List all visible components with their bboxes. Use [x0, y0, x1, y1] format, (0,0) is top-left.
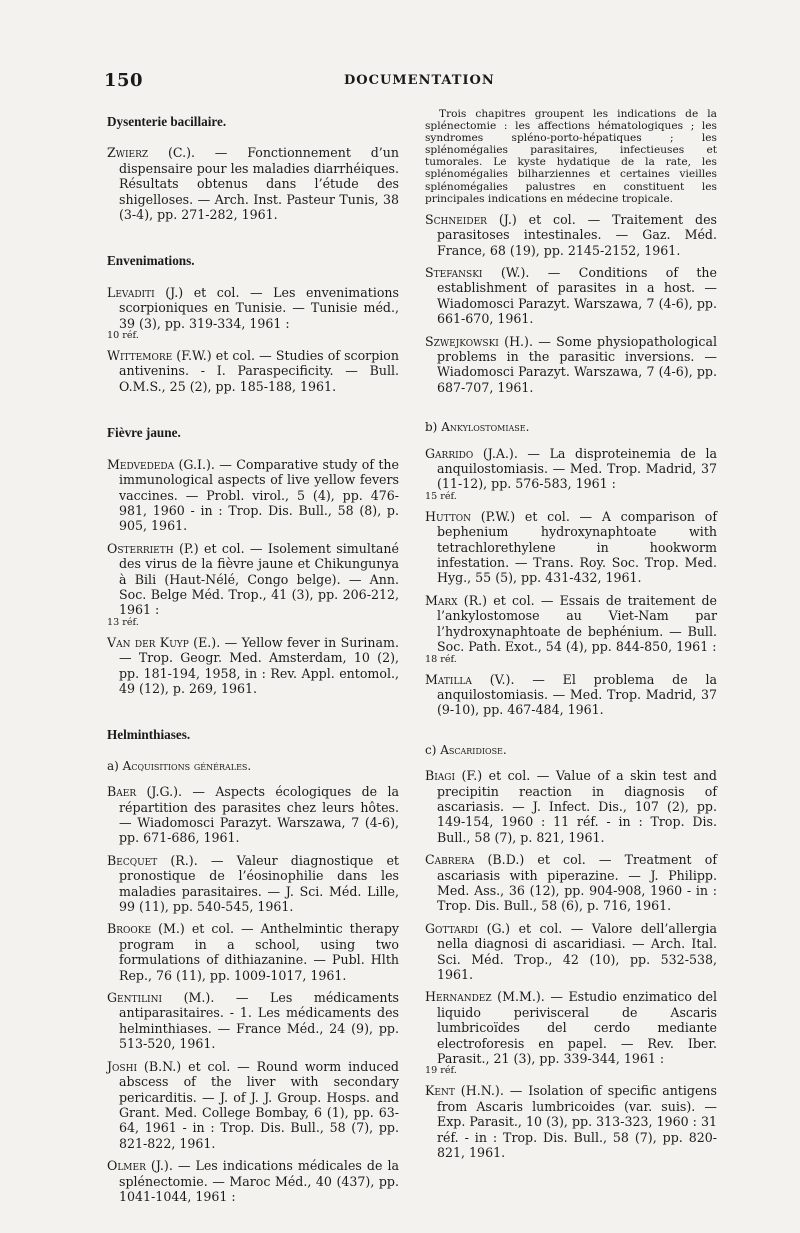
ref-count: 10 réf.	[107, 330, 139, 342]
subsection-label: Ascaridiose.	[440, 742, 507, 757]
subsection-title	[425, 420, 717, 435]
entry-author: Schneider	[425, 211, 487, 227]
left-column	[107, 108, 399, 1211]
entry-author: Joshi	[107, 1058, 137, 1074]
ref-count: 19 réf.	[425, 1065, 457, 1077]
subsection-label: Ankylostomiase.	[441, 420, 530, 435]
entry-author: Hernandez	[425, 989, 492, 1005]
entry-author: Cabrera	[425, 852, 475, 868]
entry-text: (M.) et col. — Anthelmintic therapy program in a school, using two formulations of dithiazanine. — Publ. Hlth Rep., 76 (11), pp. 1009-1017, 1961.	[119, 921, 399, 983]
bib-entry	[107, 145, 399, 222]
bib-entry	[107, 348, 399, 394]
entry-author: Marx	[425, 592, 458, 608]
right-column	[425, 108, 717, 1167]
entry-author: Osterrieth	[107, 540, 174, 556]
subsection-title	[107, 759, 399, 774]
entry-author: Zwierz	[107, 145, 149, 161]
entry-author: Wittemore	[107, 348, 173, 364]
entry-author: Levaditi	[107, 284, 155, 300]
entry-author: Medvededa	[107, 456, 175, 472]
entry-author: Hutton	[425, 508, 471, 524]
entry-author: Matilla	[425, 671, 472, 687]
entry-text: (W.). — Conditions of the establishment of parasites in a host. — Wiadomosci Parazyt. Warszawa, 7 (4-6), pp. 661-670, 1961.	[437, 264, 717, 327]
bib-entry	[425, 509, 717, 586]
entry-author: Biagi	[425, 768, 456, 784]
bib-entry	[425, 334, 717, 396]
section-title-fievre: Fièvre jaune.	[107, 425, 181, 441]
entry-author: Garrido	[425, 445, 474, 461]
entry-author: Kent	[425, 1083, 455, 1099]
entry-text: (B.N.) et col. — Round worm induced abscess of the liver with secondary pericarditis. — J. of J. J. Group. Hosps. and Grant. Med. College Bombay, 6 (1), pp. 63-64, 1961 - in : Trop. Dis. Bull., 58 (7), pp. 821-822, 1961.	[119, 1058, 399, 1151]
entry-text: (H.). — Some physiopathological problems in the parasitic inversions. — Wiadomosci Parazyt. Warszawa, 7 (4-6), pp. 687-707, 1961.	[437, 333, 717, 395]
entry-text: (P.W.) et col. — A comparison of bephenium hydroxynaphtoate with tetrachlorethylene in hookworm infestation. — Trans. Roy. Soc. Trop. Med. Hyg., 55 (5), pp. 431-432, 1961.	[437, 508, 717, 586]
bib-entry	[425, 672, 717, 718]
entry-author: Brooke	[107, 921, 152, 937]
entry-text: (E.). — Yellow fever in Surinam. — Trop. Geogr. Med. Amsterdam, 10 (2), pp. 181-194, 1958, in : Rev. Appl. entomol., 49 (12), p. 269, 1961.	[119, 634, 400, 696]
entry-author: Gottardi	[425, 920, 479, 936]
subsection-letter: a)	[107, 758, 123, 773]
bib-entry	[107, 1059, 399, 1151]
bib-entry	[107, 990, 399, 1052]
entry-text: (C.). — Fonctionnement d’un dispensaire pour les maladies diarrhéiques. Résultats obtenus dans l’étude des shigelloses. — Arch. Inst. Pasteur Tunis, 38 (3-4), pp. 271-282, 1961.	[119, 145, 399, 223]
bib-entry	[425, 446, 717, 502]
subsection-label: Acquisitions générales.	[122, 758, 252, 773]
entry-text: (R.) et col. — Essais de traitement de l’ankylostomose au Viet-Nam par l’hydroxynaphtoate de bephénium. — Bull. Soc. Path. Exot., 54 (4), pp. 844-850, 1961 :	[437, 592, 717, 655]
entry-text: (R.). — Valeur diagnostique et pronostique de l’éosinophilie dans les maladies parasitaires. — J. Sci. Méd. Lille, 99 (11), pp. 540-545, 1961.	[119, 852, 399, 915]
running-head: DOCUMENTATION	[344, 73, 495, 88]
entry-author: Van der Kuyp	[107, 634, 189, 650]
entry-author: Szwejkowski	[425, 333, 499, 349]
entry-text: (M.M.). — Estudio enzimatico del liquido perivisceral de Ascaris lumbricoïdes del cerdo mediante electroforesis en papel. — Rev. Iber. Parasit., 21 (3), pp. 339-344, 1961 :	[437, 989, 717, 1067]
entry-text: (G.) et col. — Valore dell’allergia nella diagnosi di ascaridiasi. — Arch. Ital. Sci. Méd. Trop., 42 (10), pp. 532-538, 1961.	[437, 920, 717, 982]
entry-author: Gentilini	[107, 990, 163, 1006]
entry-text: (G.I.). — Comparative study of the immunological aspects of live yellow fevers vaccines. — Probl. virol., 5 (4), pp. 476-981, 1960 - in : Trop. Dis. Bull., 58 (8), p. 905, 1961.	[119, 456, 399, 534]
subsection-letter: b)	[425, 420, 442, 435]
bib-entry	[425, 593, 717, 665]
abstract-note: Trois chapitres groupent les indications de la splénectomie : les affections hématologiques ; les syndromes spléno-porto-hépatiques ; les splénomégalies parasitaires, infectieuses et tumorales. Le kyste hydatique de la rate, les splénomégalies bilharziennes et certaines vieilles splénomégalies palustres en constituent les principales indications en médecine tropicale.	[425, 108, 717, 205]
ref-count: 13 réf.	[107, 616, 139, 628]
ref-count: 15 réf.	[425, 490, 457, 502]
entry-author: Olmer	[107, 1158, 146, 1174]
bib-entry	[425, 212, 717, 258]
bib-entry	[107, 921, 399, 983]
entry-text: (J.A.). — La disproteinemia de la anquilostomiasis. — Med. Trop. Madrid, 37 (11-12), pp. 576-583, 1961 :	[437, 445, 717, 492]
page-number: 150	[104, 70, 144, 91]
entry-text: (P.) et col. — Isolement simultané des virus de la fièvre jaune et Chikungunya à Bili (Haut-Nélé, Congo belge). — Ann. Soc. Belge Méd. Trop., 41 (3), pp. 206-212, 1961 :	[119, 540, 399, 618]
entry-text: (J.) et col. — Les envenimations scorpioniques en Tunisie. — Tunisie méd., 39 (3), pp. 319-334, 1961 :	[119, 284, 399, 331]
section-title-envenimations: Envenimations.	[107, 253, 195, 269]
bib-entry	[425, 989, 717, 1076]
bib-entry	[107, 635, 399, 697]
bib-entry	[107, 853, 399, 915]
bib-entry	[107, 784, 399, 846]
entry-text: (J.G.). — Aspects écologiques de la répartition des parasites chez leurs hôtes. — Wiadomosci Parazyt. Warszawa, 7 (4-6), pp. 671-686, 1961.	[119, 784, 399, 846]
entry-text: (F.W.) et col. — Studies of scorpion antivenins. - I. Paraspecificity. — Bull. O.M.S., 25 (2), pp. 185-188, 1961.	[119, 348, 399, 394]
bib-entry	[425, 768, 717, 845]
bib-entry	[425, 921, 717, 983]
entry-text: (M.). — Les médicaments antiparasitaires. - 1. Les médicaments des helminthiases. — France Méd., 24 (9), pp. 513-520, 1961.	[119, 990, 399, 1052]
bib-entry	[107, 285, 399, 341]
entry-text: (F.) et col. — Value of a skin test and precipitin reaction in diagnosis of ascariasis. — J. Infect. Dis., 107 (2), pp. 149-154, 1960 : 11 réf. - in : Trop. Dis. Bull., 58 (7), p. 821, 1961.	[437, 768, 717, 845]
section-title-helminthiases: Helminthiases.	[107, 727, 191, 743]
bib-entry	[425, 265, 717, 327]
subsection-title	[425, 743, 717, 758]
entry-text: (J.). — Les indications médicales de la splénectomie. — Maroc Méd., 40 (437), pp. 1041-1044, 1961 :	[119, 1158, 399, 1204]
bib-entry	[425, 852, 717, 914]
entry-text: (B.D.) et col. — Treatment of ascariasis with piperazine. — J. Philipp. Med. Ass., 36 (12), pp. 904-908, 1960 - in : Trop. Dis. Bull., 58 (6), p. 716, 1961.	[437, 852, 717, 914]
entry-text: (H.N.). — Isolation of specific antigens from Ascaris lumbricoides (var. suis). — Exp. Parasit., 10 (3), pp. 313-323, 1960 : 31 réf. - in : Trop. Dis. Bull., 58 (7), pp. 820-821, 1961.	[437, 1083, 717, 1161]
entry-author: Stefanski	[425, 264, 483, 280]
ref-count: 18 réf.	[425, 653, 457, 665]
bib-entry	[107, 1158, 399, 1204]
entry-text: (V.). — El problema de la anquilostomiasis. — Med. Trop. Madrid, 37 (9-10), pp. 467-484, 1961.	[437, 671, 717, 718]
entry-author: Becquet	[107, 852, 158, 868]
subsection-letter: c)	[425, 742, 441, 757]
bib-entry	[107, 457, 399, 534]
bib-entry	[107, 541, 399, 628]
entry-text: (J.) et col. — Traitement des parasitoses intestinales. — Gaz. Méd. France, 68 (19), pp. 2145-2152, 1961.	[437, 211, 717, 258]
section-title-dysenterie: Dysenterie bacillaire.	[107, 114, 227, 129]
entry-author: Baer	[107, 784, 137, 800]
bib-entry	[425, 1083, 717, 1160]
